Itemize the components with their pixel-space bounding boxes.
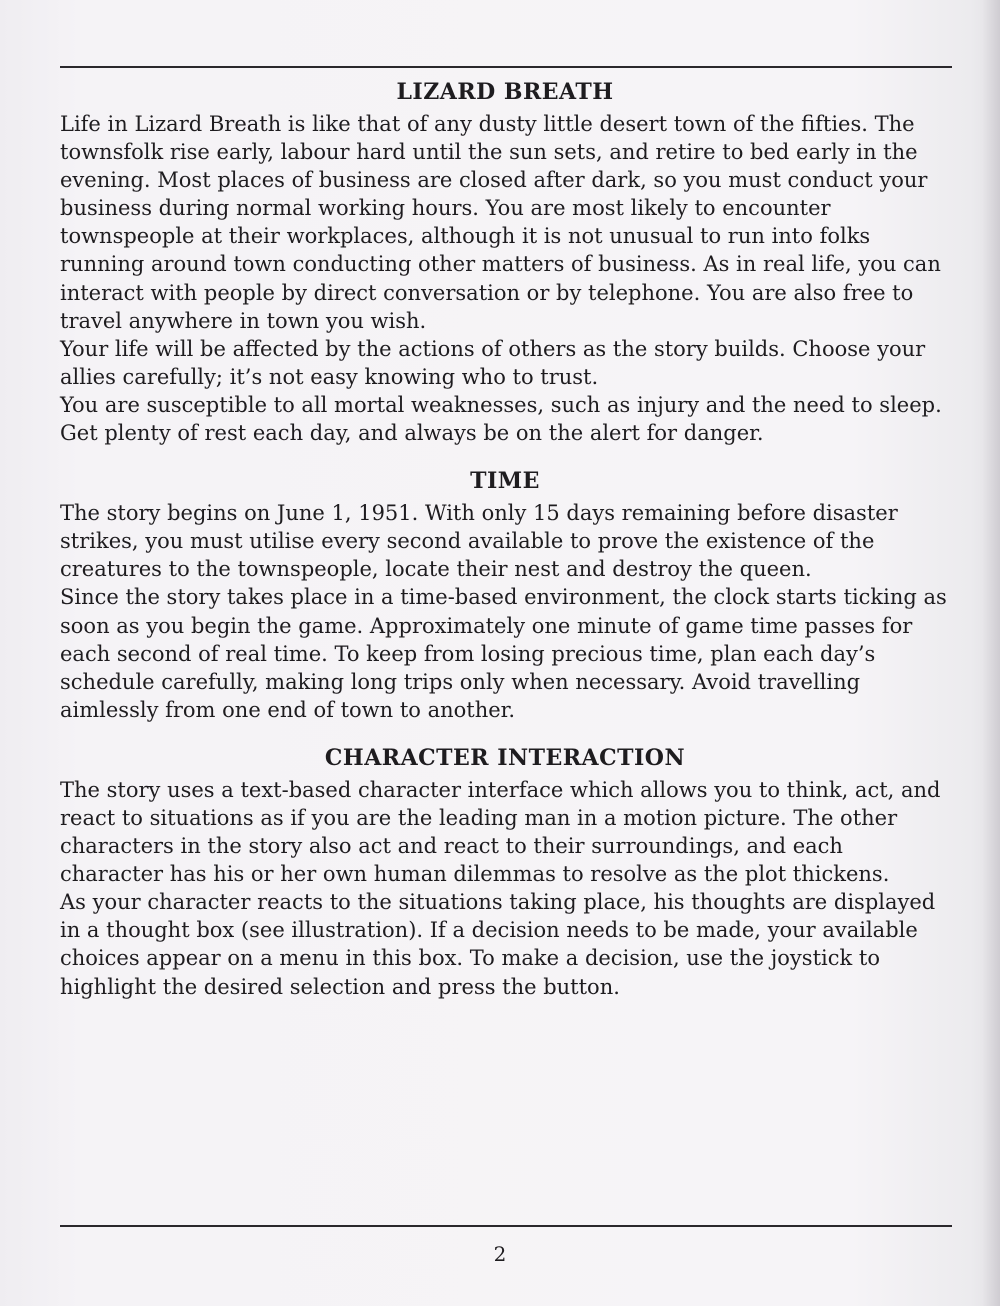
section-title-time: TIME [470, 468, 540, 495]
section-title-lizard-breath: LIZARD BREATH [396, 79, 614, 105]
page-content [60, 74, 950, 1001]
bottom-rule [60, 1225, 952, 1227]
time-paragraph-2: Since the story takes place in a time-based environment, the clock starts ticking as soon as you begin the game. Approximately one minute of game time passes for each second of real time. To keep from losing precious time, plan each day’s schedule carefully, making long trips only when necessary. Avoid travelling aimlessly from one end of town to another. [60, 585, 947, 722]
lizard-breath-paragraph-1: Life in Lizard Breath is like that of any dusty little desert town of the fifties. The townsfolk rise early, labour hard until the sun sets, and retire to bed early in the evening. Most places of business are closed after dark, so you must conduct your business during normal working hours. You are most likely to encounter townspeople at their workplaces, although it is not unusual to run into folks running around town conducting other matters of business. As in real life, you can interact with people by direct conversation or by telephone. You are also free to travel anywhere in town you wish. [60, 112, 941, 333]
character-interaction-paragraph-1: The story uses a text-based character interface which allows you to think, act, and react to situations as if you are the leading man in a motion picture. The other characters in the story also act and react to their surroundings, and each character has his or her own human dilemmas to resolve as the plot thickens. [60, 777, 941, 887]
page-number: 2 [493, 1242, 507, 1266]
lizard-breath-paragraph-2: Your life will be affected by the actions of others as the story builds. Choose your allies carefully; it’s not easy knowing who to trust. [60, 336, 926, 389]
time-paragraph-1: The story begins on June 1, 1951. With only 15 days remaining before disaster strikes, you must utilise every second available to prove the existence of the creatures to the townspeople, locate their nest and destroy the queen. [60, 501, 898, 582]
page-edge-shadow [982, 0, 1000, 1306]
character-interaction-paragraph-2: As your character reacts to the situations taking place, his thoughts are displayed in a thought box (see illustration). If a decision needs to be made, your available choices appear on a menu in this box. To make a decision, use the joystick to highlight the desired selection and press the button. [60, 890, 936, 999]
section-gap [60, 724, 950, 740]
section-gap [60, 447, 950, 463]
section-title-character-interaction: CHARACTER INTERACTION [324, 744, 686, 771]
top-rule [60, 66, 952, 68]
lizard-breath-paragraph-3: You are susceptible to all mortal weaknesses, such as injury and the need to sleep. Get plenty of rest each day, and always be on the alert for danger. [60, 392, 942, 446]
